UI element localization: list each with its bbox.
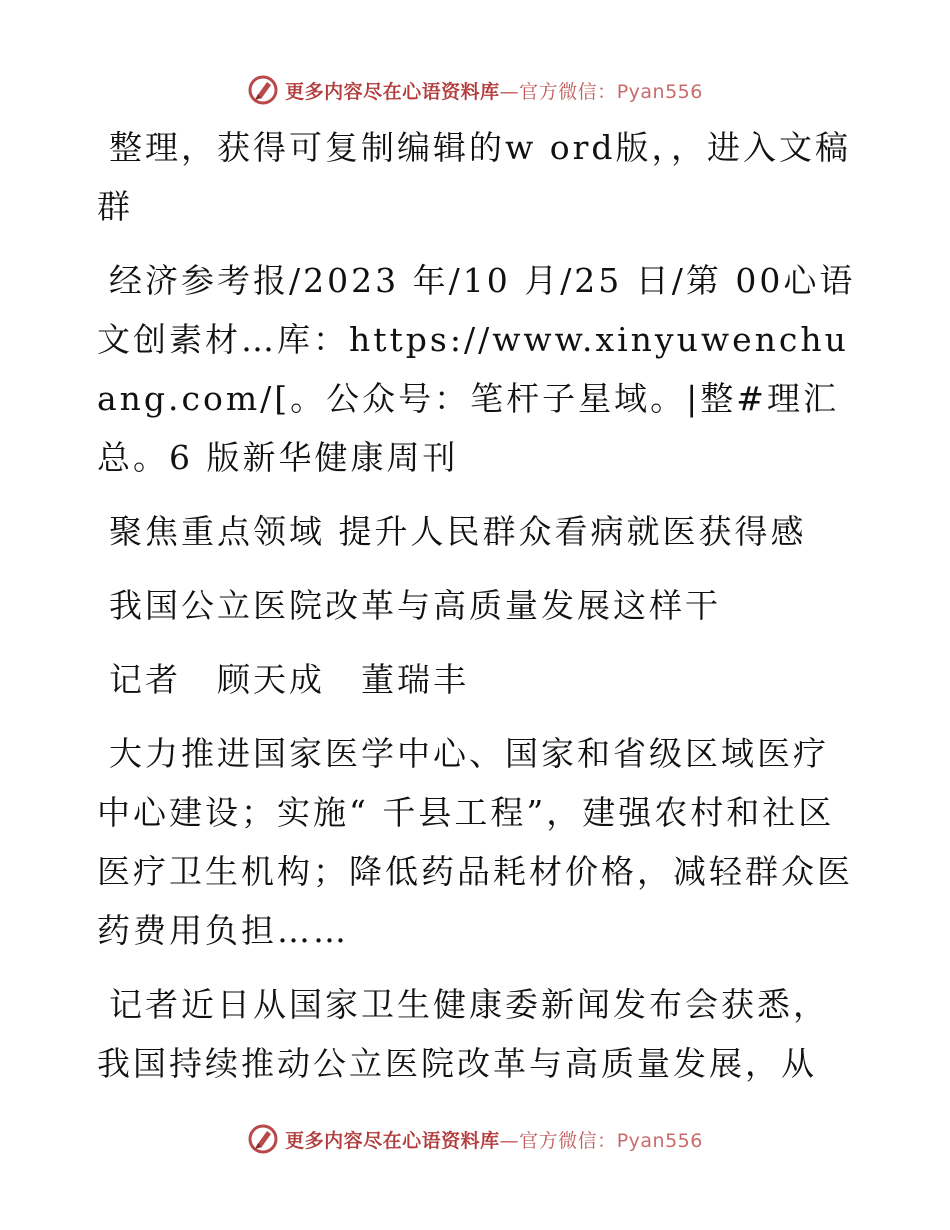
- header-watermark-banner: [0, 70, 950, 110]
- footer-watermark-banner: [0, 1119, 950, 1159]
- banner-text: [285, 77, 703, 104]
- article-subheadline: 我国公立医院改革与高质量发展这样干: [109, 586, 721, 625]
- article-byline: 记者 顾天成 董瑞丰: [109, 660, 469, 699]
- banner-separator: —: [499, 80, 520, 103]
- article-lead: 大力推进国家医学中心、国家和省级区域医疗中心建设；实施“ 千县工程”，建强农村和社区医疗卫生机构；降低药品耗材价格，减轻群众医药费用负担……: [97, 734, 853, 950]
- banner-official: 官方微信：: [519, 80, 617, 103]
- article-headline: 聚焦重点领域 提升人民群众看病就医获得感: [109, 512, 807, 551]
- brand-logo-icon: [247, 1123, 279, 1155]
- banner-separator: —: [499, 1129, 520, 1152]
- brand-logo-icon: [247, 74, 279, 106]
- banner-brand: 更多内容尽在心语资料库: [285, 80, 500, 103]
- banner-handle: Pyan556: [616, 1129, 703, 1152]
- document-body: [97, 118, 857, 1108]
- banner-text: [285, 1126, 703, 1153]
- article-body: 记者近日从国家卫生健康委新闻发布会获悉，我国持续推动公立医院改革与高质量发展，从: [97, 985, 829, 1083]
- banner-brand: 更多内容尽在心语资料库: [285, 1129, 500, 1152]
- banner-handle: Pyan556: [616, 80, 703, 103]
- banner-official: 官方微信：: [519, 1129, 617, 1152]
- paragraph-source: 经济参考报/2023 年/10 月/25 日/第 00心语文创素材…库：https://www.xinyuwenchuang.com/[。公众号：笔杆子星域。|整#理汇总。6 版新华健康周刊: [97, 261, 856, 477]
- paragraph-intro: 整理，获得可复制编辑的w ord版，，进入文稿群: [97, 128, 852, 226]
